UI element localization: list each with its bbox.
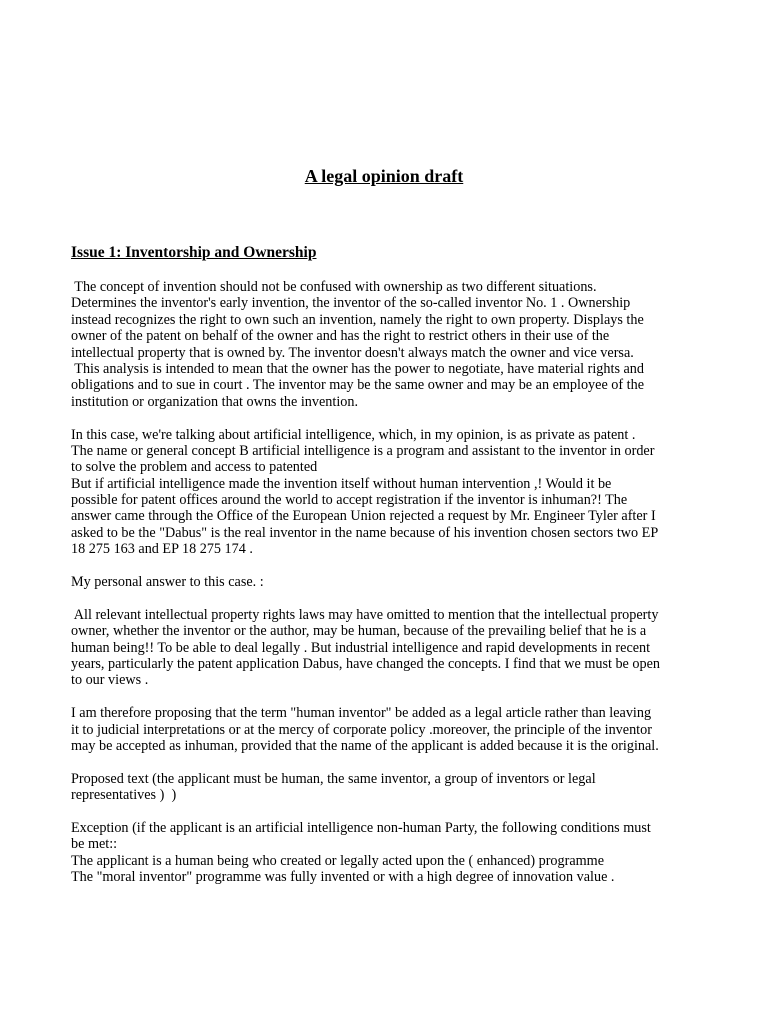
- paragraph-gap: [71, 754, 711, 770]
- paragraph-gap: [71, 590, 711, 606]
- paragraph-3: [71, 574, 711, 590]
- text-line: may be accepted as inhuman, provided that the name of the applicant is added because it is the original.: [71, 737, 659, 754]
- paragraph-gap: [71, 558, 711, 574]
- text-line: institution or organization that owns the invention.: [71, 393, 358, 410]
- text-line: All relevant intellectual property rights laws may have omitted to mention that the intellectual property: [71, 606, 659, 623]
- document-title: A legal opinion draft: [304, 166, 464, 186]
- text-line: be met::: [71, 836, 118, 853]
- text-line: to solve the problem and access to patented: [71, 459, 318, 476]
- text-line: The concept of invention should not be confused with ownership as two different situations.: [71, 279, 597, 295]
- text-line: The name or general concept B artificial intelligence is a program and assistant to the inventor in order: [71, 442, 655, 459]
- text-line: owner, whether the inventor or the author, may be human, because of the prevailing belief that he is a: [71, 623, 647, 640]
- text-line: 18 275 163 and EP 18 275 174 .: [71, 541, 253, 558]
- text-line: My personal answer to this case. :: [71, 574, 264, 591]
- text-line: representatives ) ): [71, 787, 177, 804]
- text-line: The applicant is a human being who created or legally acted upon the ( enhanced) programme: [71, 852, 605, 869]
- text-line: intellectual property that is owned by. The inventor doesn't always match the owner and vice versa.: [71, 344, 634, 361]
- section-heading: Issue 1: Inventorship and Ownership: [71, 244, 317, 261]
- text-line: asked to be the "Dabus" is the real inventor in the name because of his invention chosen sectors two EP: [71, 524, 659, 541]
- text-line: I am therefore proposing that the term "human inventor" be added as a legal article rather than leaving: [71, 705, 652, 722]
- text-line: This analysis is intended to mean that the owner has the power to negotiate, have material rights and: [71, 360, 644, 377]
- paragraph-7: [71, 820, 711, 886]
- paragraph-2: [71, 427, 711, 558]
- paragraph-1: [71, 279, 711, 410]
- text-line: But if artificial intelligence made the invention itself without human intervention ,! Would it be: [71, 475, 612, 492]
- text-line: Determines the inventor's early invention, the inventor of the so-called inventor No. 1 . Ownership: [71, 295, 631, 312]
- text-line: instead recognizes the right to own such an invention, namely the right to own property. Displays the: [71, 311, 644, 328]
- document-body: [71, 279, 711, 885]
- text-line: possible for patent offices around the world to accept registration if the inventor is inhuman?! The: [71, 492, 628, 509]
- text-line: Proposed text (the applicant must be human, the same inventor, a group of inventors or legal: [71, 770, 596, 787]
- paragraph-gap: [71, 804, 711, 820]
- paragraph-4: [71, 607, 711, 689]
- paragraph-gap: [71, 689, 711, 705]
- paragraph-5: [71, 705, 711, 754]
- text-line: The "moral inventor" programme was fully invented or with a high degree of innovation value .: [71, 869, 615, 886]
- text-line: it to judicial interpretations or at the mercy of corporate policy .moreover, the principle of the inventor: [71, 721, 652, 738]
- text-line: owner of the patent on behalf of the owner and has the right to restrict others in their use of the: [71, 328, 610, 345]
- paragraph-gap: [71, 410, 711, 426]
- text-line: human being!! To be able to deal legally . But industrial intelligence and rapid developments in recent: [71, 639, 651, 656]
- paragraph-6: [71, 771, 711, 804]
- text-line: obligations and to sue in court . The inventor may be the same owner and may be an employee of the: [71, 377, 644, 394]
- text-line: answer came through the Office of the European Union rejected a request by Mr. Engineer Tyler after I: [71, 508, 656, 525]
- text-line: In this case, we're talking about artificial intelligence, which, in my opinion, is as private as patent .: [71, 426, 636, 443]
- text-line: to our views .: [71, 672, 149, 689]
- text-line: Exception (if the applicant is an artificial intelligence non-human Party, the following conditions must: [71, 819, 651, 836]
- text-line: years, particularly the patent application Dabus, have changed the concepts. I find that we must be open: [71, 655, 660, 672]
